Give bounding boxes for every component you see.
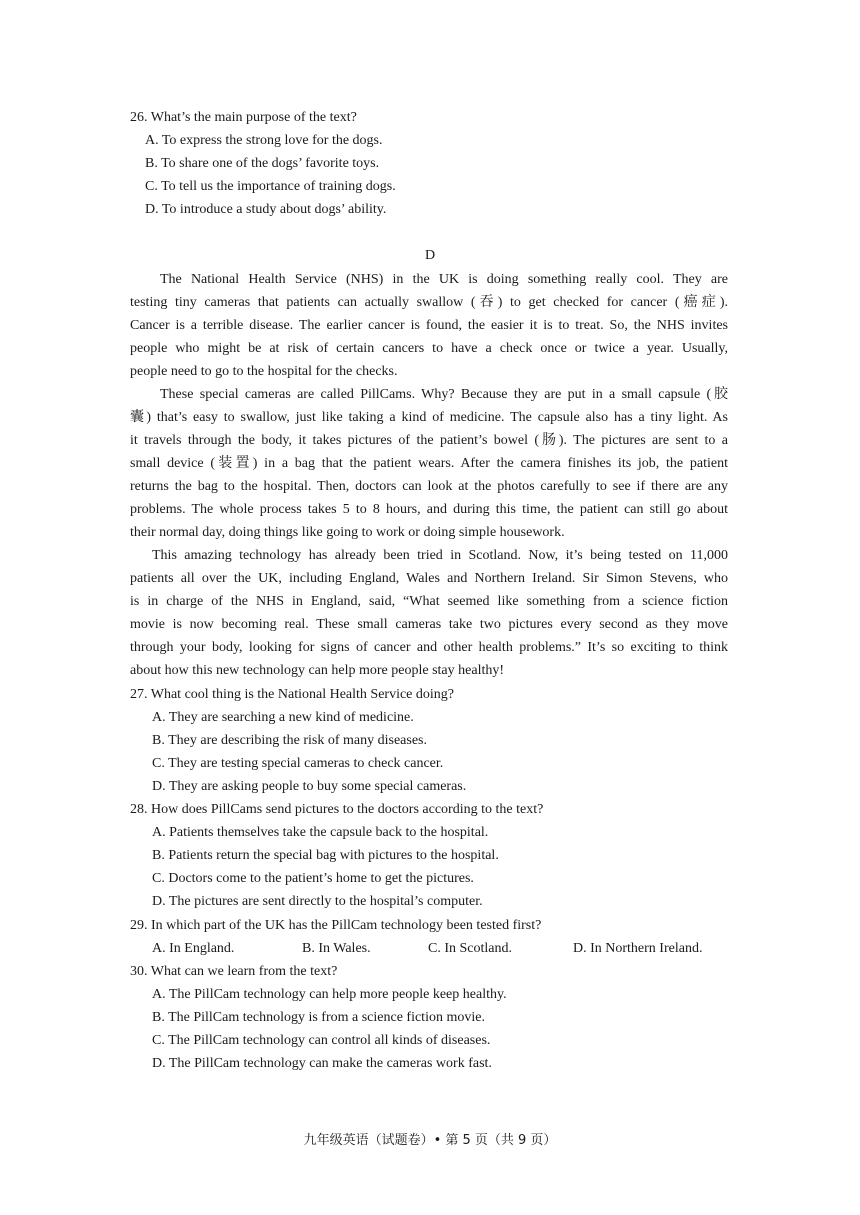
- passage-line: through your body, looking for signs of cancer and other health problems.” It’s so exciting to think: [130, 640, 728, 655]
- q26-option-a: A. To express the strong love for the dogs.: [145, 133, 383, 148]
- passage-line: testing tiny cameras that patients can actually swallow (吞) to get checked for cancer (癌症).: [130, 295, 728, 310]
- passage-line: The National Health Service (NHS) in the UK is doing something really cool. They are: [160, 272, 728, 287]
- passage-line: is in charge of the NHS in England, said, “What seemed like something from a science fiction: [130, 594, 728, 609]
- passage-line: 囊) that’s easy to swallow, just like taking a kind of medicine. The capsule also has a tiny light. As: [130, 410, 728, 425]
- q28-option-b: B. Patients return the special bag with pictures to the hospital.: [152, 848, 499, 863]
- passage-line: Cancer is a terrible disease. The earlier cancer is found, the easier it is to treat. So, the NHS invites: [130, 318, 728, 333]
- question-30: 30. What can we learn from the text?: [130, 964, 338, 979]
- passage-line: These special cameras are called PillCams. Why? Because they are put in a small capsule (胶: [160, 387, 728, 402]
- q30-option-c: C. The PillCam technology can control all kinds of diseases.: [152, 1033, 491, 1048]
- passage-line: their normal day, doing things like going to work or doing simple housework.: [130, 525, 565, 540]
- passage-label: D: [424, 248, 436, 263]
- passage-line: patients all over the UK, including England, Wales and Northern Ireland. Sir Simon Stevens, who: [130, 571, 728, 586]
- question-29: 29. In which part of the UK has the PillCam technology been tested first?: [130, 918, 542, 933]
- passage-line: people need to go to the hospital for the checks.: [130, 364, 398, 379]
- passage-line: This amazing technology has already been tried in Scotland. Now, it’s being tested on 11,000: [152, 548, 728, 563]
- page-footer: 九年级英语（试题卷）• 第 5 页（共 9 页）: [303, 1133, 557, 1148]
- q27-option-b: B. They are describing the risk of many diseases.: [152, 733, 428, 748]
- passage-line: movie is now becoming real. These small cameras take two pictures every second as they move: [130, 617, 728, 632]
- q29-option-c: C. In Scotland.: [428, 941, 512, 956]
- q29-option-a: A. In England.: [152, 941, 235, 956]
- q29-option-b: B. In Wales.: [302, 941, 371, 956]
- passage-line: small device (装置) in a bag that the patient wears. After the camera finishes its job, the patient: [130, 456, 728, 471]
- q26-option-d: D. To introduce a study about dogs’ ability.: [145, 202, 387, 217]
- q30-option-a: A. The PillCam technology can help more people keep healthy.: [152, 987, 507, 1002]
- passage-line: problems. The whole process takes 5 to 8 hours, and during this time, the patient can still go about: [130, 502, 728, 517]
- q27-option-d: D. They are asking people to buy some special cameras.: [152, 779, 467, 794]
- q27-option-c: C. They are testing special cameras to check cancer.: [152, 756, 444, 771]
- question-27: 27. What cool thing is the National Health Service doing?: [130, 687, 454, 702]
- q30-option-b: B. The PillCam technology is from a science fiction movie.: [152, 1010, 485, 1025]
- passage-line: it travels through the body, it takes pictures of the patient’s bowel (肠). The pictures are sent to a: [130, 433, 728, 448]
- q28-option-c: C. Doctors come to the patient’s home to get the pictures.: [152, 871, 474, 886]
- q29-option-d: D. In Northern Ireland.: [573, 941, 703, 956]
- question-26: 26. What’s the main purpose of the text?: [130, 110, 357, 125]
- q26-option-b: B. To share one of the dogs’ favorite toys.: [145, 156, 380, 171]
- q26-option-c: C. To tell us the importance of training dogs.: [145, 179, 396, 194]
- passage-line: people who might be at risk of certain cancers to have a check once or twice a year. Usually,: [130, 341, 728, 356]
- q28-option-a: A. Patients themselves take the capsule back to the hospital.: [152, 825, 489, 840]
- q30-option-d: D. The PillCam technology can make the cameras work fast.: [152, 1056, 492, 1071]
- passage-line: about how this new technology can help more people stay healthy!: [130, 663, 505, 678]
- q28-option-d: D. The pictures are sent directly to the hospital’s computer.: [152, 894, 483, 909]
- question-28: 28. How does PillCams send pictures to the doctors according to the text?: [130, 802, 544, 817]
- passage-line: returns the bag to the hospital. Then, doctors can look at the photos carefully to see if there are any: [130, 479, 728, 494]
- q27-option-a: A. They are searching a new kind of medicine.: [152, 710, 414, 725]
